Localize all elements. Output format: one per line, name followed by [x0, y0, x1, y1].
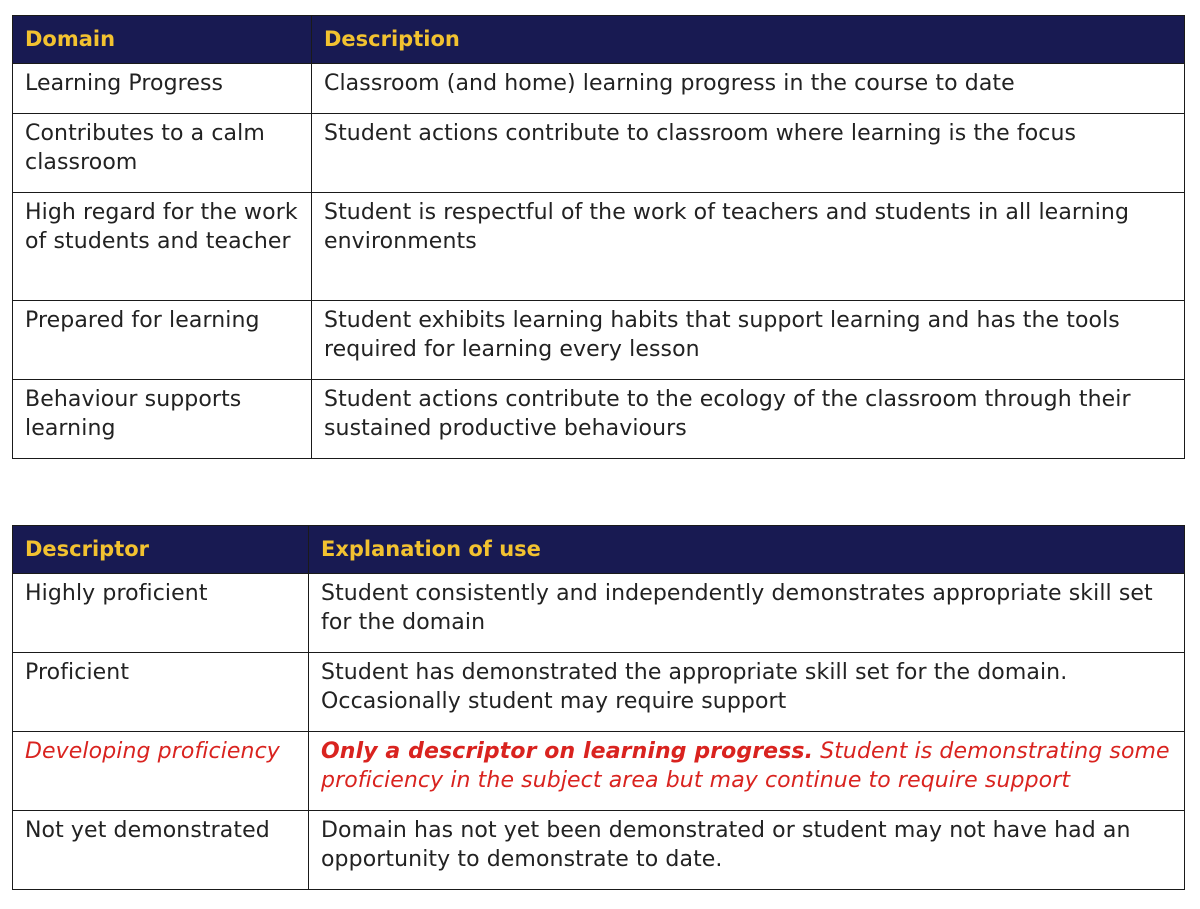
- descriptor-cell: Highly proficient: [13, 574, 309, 653]
- domain-cell: Behaviour supports learning: [13, 380, 312, 459]
- table-row: [13, 114, 1185, 193]
- domain-table: [12, 15, 1185, 459]
- descriptor-cell-highlighted: Developing proficiency: [13, 732, 309, 811]
- table-row: [13, 653, 1185, 732]
- explanation-text: Student is demonstrating some proficiency in the subject area but may continue to require support: [321, 739, 1170, 793]
- domain-cell: High regard for the work of students and teacher: [13, 193, 312, 301]
- descriptor-table: [12, 525, 1185, 890]
- table-row: [13, 380, 1185, 459]
- domain-cell: Prepared for learning: [13, 301, 312, 380]
- table-row: [13, 64, 1185, 114]
- table-row: [13, 811, 1185, 890]
- descriptor-cell: Not yet demonstrated: [13, 811, 309, 890]
- descriptor-column-header: Descriptor: [13, 526, 309, 574]
- description-cell: Classroom (and home) learning progress in the course to date: [312, 64, 1185, 114]
- explanation-cell: Student consistently and independently demonstrates appropriate skill set for the domain: [309, 574, 1185, 653]
- table-row: [13, 301, 1185, 380]
- domain-cell: Learning Progress: [13, 64, 312, 114]
- descriptor-table-header-row: [13, 526, 1185, 574]
- description-cell: Student actions contribute to classroom where learning is the focus: [312, 114, 1185, 193]
- explanation-cell: Domain has not yet been demonstrated or student may not have had an opportunity to demonstrate to date.: [309, 811, 1185, 890]
- explanation-column-header: Explanation of use: [309, 526, 1185, 574]
- table-row: [13, 193, 1185, 301]
- explanation-cell-highlighted: [309, 732, 1185, 811]
- descriptor-cell: Proficient: [13, 653, 309, 732]
- description-cell: Student exhibits learning habits that support learning and has the tools required for learning every lesson: [312, 301, 1185, 380]
- table-row: [13, 732, 1185, 811]
- learning-progress-note: Only a descriptor on learning progress.: [321, 739, 814, 764]
- description-cell: Student actions contribute to the ecology of the classroom through their sustained productive behaviours: [312, 380, 1185, 459]
- domain-column-header: Domain: [13, 16, 312, 64]
- domain-cell: Contributes to a calm classroom: [13, 114, 312, 193]
- description-column-header: Description: [312, 16, 1185, 64]
- description-cell: Student is respectful of the work of teachers and students in all learning environments: [312, 193, 1185, 301]
- domain-table-header-row: [13, 16, 1185, 64]
- table-row: [13, 574, 1185, 653]
- explanation-cell: Student has demonstrated the appropriate skill set for the domain. Occasionally student may require support: [309, 653, 1185, 732]
